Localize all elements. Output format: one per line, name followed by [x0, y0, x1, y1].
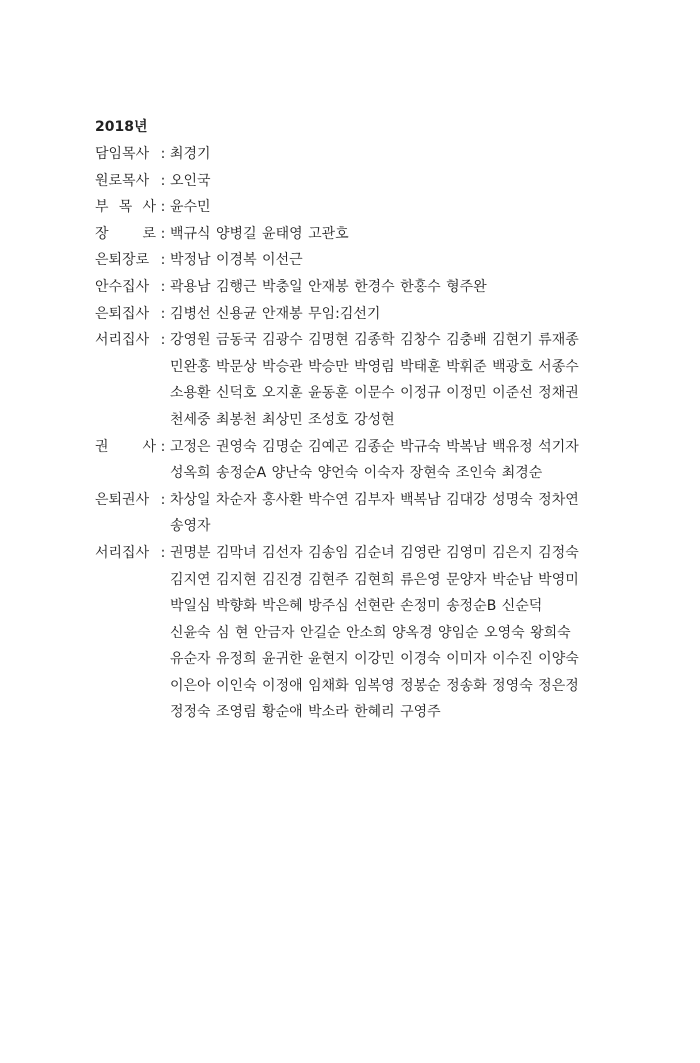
- member-names-line: 차상일 차순자 홍사환 박수연 김부자 백복남 김대강 성명숙 정차연: [170, 491, 579, 508]
- role-label: [95, 247, 156, 274]
- member-names-line: 박정남 이경복 이선근: [170, 252, 303, 269]
- member-names: [170, 141, 615, 168]
- member-names-line: 민완홍 박문상 박승관 박승만 박영림 박태훈 박휘준 백광호 서종수: [170, 358, 579, 375]
- member-names-line: 박일심 박향화 박은혜 방주심 선현란 손정미 송정순B 신순덕: [170, 598, 543, 615]
- role-label-part: 목: [118, 199, 133, 216]
- colon-separator: :: [160, 544, 166, 561]
- member-names-line: 김병선 신용균 안재봉 무임:김선기: [170, 305, 381, 322]
- member-names: [170, 221, 615, 248]
- role-label-part: 담임목사: [95, 146, 150, 162]
- role-label-part: 원로목사: [95, 172, 150, 189]
- role-label: [95, 434, 156, 487]
- role-label: [95, 194, 156, 221]
- role-label-part: 부: [95, 199, 109, 216]
- member-names-line: 윤수민: [170, 199, 211, 216]
- member-names: [170, 274, 615, 301]
- roster-row: [95, 168, 615, 195]
- colon-separator: :: [160, 172, 166, 189]
- role-label-part: 서리집사: [95, 544, 150, 561]
- member-names-line: 고정은 권영숙 김명순 김예곤 김종순 박규숙 박복남 백유정 석기자: [170, 438, 579, 455]
- role-label-part: 사: [142, 438, 156, 455]
- role-label-part: 사: [142, 199, 156, 216]
- year-heading: 2018년: [95, 119, 148, 135]
- member-names-line: 성옥희 송정순A 양난숙 양언숙 이숙자 장현숙 조인숙 최경순: [170, 465, 543, 482]
- member-names-line: 정정숙 조영림 황순애 박소라 한혜리 구영주: [170, 704, 441, 721]
- colon-separator: :: [160, 252, 166, 269]
- role-label: [95, 301, 156, 328]
- roster-row: [95, 327, 615, 433]
- role-label-part: 서리집사: [95, 332, 150, 349]
- role-label-part: 로: [142, 225, 156, 242]
- member-names: [170, 168, 615, 195]
- role-label: [95, 274, 156, 301]
- member-names: [170, 194, 615, 221]
- colon-separator: :: [160, 199, 166, 216]
- roster-row: [95, 194, 615, 221]
- roster-row: [95, 221, 615, 248]
- member-names: [170, 247, 615, 274]
- role-label-part: 은퇴집사: [95, 305, 150, 322]
- roster-row: [95, 434, 615, 487]
- roster-row: [95, 487, 615, 540]
- role-label-part: 권: [95, 438, 109, 455]
- colon-separator: :: [160, 438, 166, 455]
- document-page: [95, 114, 615, 726]
- roster-row: [95, 141, 615, 168]
- member-names-line: 송영자: [170, 518, 211, 535]
- role-label-part: 은퇴권사: [95, 491, 150, 508]
- member-names-line: 이은아 이인숙 이정애 임채화 임복영 정봉순 정송화 정영숙 정은정: [170, 677, 579, 694]
- roster-row: [95, 274, 615, 301]
- colon-separator: :: [160, 491, 166, 508]
- role-label: [95, 540, 156, 726]
- colon-separator: :: [160, 278, 166, 295]
- roster-row: [95, 540, 615, 726]
- role-label-part: 은퇴장로: [95, 252, 150, 269]
- role-label: [95, 327, 156, 433]
- member-names: [170, 301, 615, 328]
- member-names-line: 권명분 김막녀 김선자 김송임 김순녀 김영란 김영미 김은지 김정숙: [170, 544, 579, 561]
- member-names-line: 강영원 금동국 김광수 김명현 김종학 김창수 김충배 김현기 류재종: [170, 332, 579, 349]
- member-names-line: 신윤숙 심 현 안금자 안길순 안소희 양옥경 양임순 오영숙 왕희숙: [170, 624, 571, 641]
- roster-row: [95, 301, 615, 328]
- role-label-part: 안수집사: [95, 278, 150, 295]
- roster-row: [95, 247, 615, 274]
- member-names-line: 최경기: [170, 146, 211, 162]
- role-label: [95, 221, 156, 248]
- member-names: [170, 434, 615, 487]
- colon-separator: :: [160, 146, 166, 162]
- colon-separator: :: [160, 332, 166, 349]
- role-label: [95, 168, 156, 195]
- member-names-line: 천세중 최봉천 최상민 조성호 강성현: [170, 411, 395, 428]
- roster-sections: [95, 141, 615, 726]
- member-names-line: 유순자 유정희 윤귀한 윤현지 이강민 이경숙 이미자 이수진 이양숙: [170, 651, 579, 668]
- member-names-line: 소용환 신덕호 오지훈 윤동훈 이문수 이정규 이정민 이준선 정채권: [170, 385, 579, 402]
- role-label-part: 장: [95, 225, 109, 242]
- member-names-line: 곽용남 김행근 박충일 안재봉 한경수 한홍수 형주완: [170, 278, 487, 295]
- role-label: [95, 141, 156, 168]
- member-names: [170, 327, 615, 433]
- member-names: [170, 540, 615, 726]
- member-names-line: 백규식 양병길 윤태영 고관호: [170, 225, 349, 242]
- colon-separator: :: [160, 305, 166, 322]
- member-names-line: 김지연 김지현 김진경 김현주 김현희 류은영 문양자 박순남 박영미: [170, 571, 579, 588]
- role-label: [95, 487, 156, 540]
- colon-separator: :: [160, 225, 166, 242]
- member-names: [170, 487, 615, 540]
- member-names-line: 오인국: [170, 172, 211, 189]
